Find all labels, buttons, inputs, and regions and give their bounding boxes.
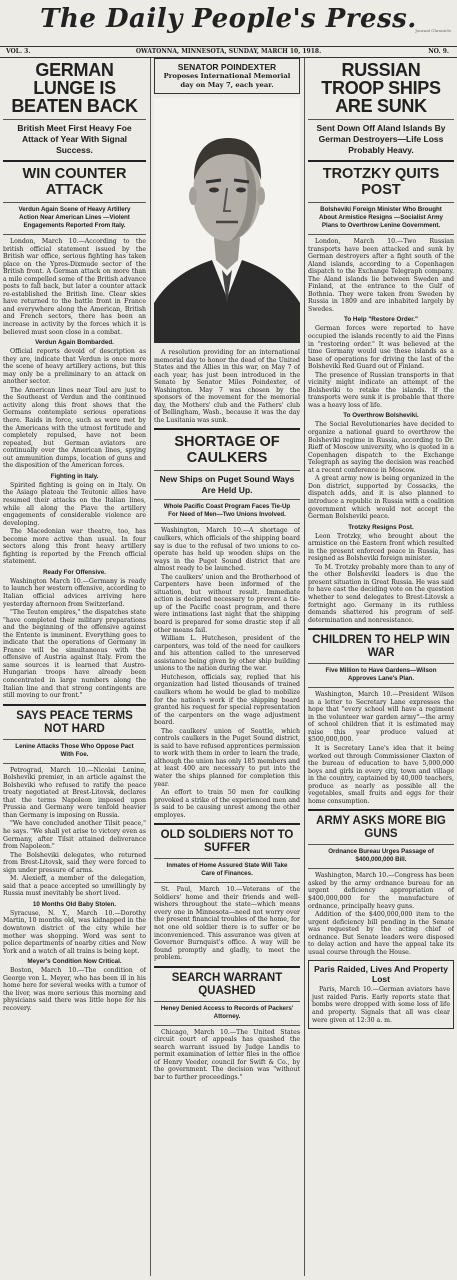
- headline-caulkers: SHORTAGE OF CAULKERS: [174, 434, 280, 467]
- paris-raid-box: [308, 960, 454, 1029]
- date-place: OWATONNA, MINNESOTA, SUNDAY, MARCH 10, 1918.: [135, 48, 322, 55]
- subheading: Meyer's Condition Now Critical.: [27, 958, 122, 966]
- article-paragraph: Washington, March 10.—President Wilson in a letter to Secretary Lane expresses the hope that "every school will have a regiment in the volunteer war garden army"—the army of school children that it is estimated may raise this year produce valued at $500,000,000.: [308, 691, 454, 744]
- article-paragraph: Spirited fighting is going on in Italy. On the Asiago plateau the Teutonic allies have resumed their attacks on the Italian lines, while all along the Piave the artillery engagements of considerable violence are developing.: [3, 481, 146, 527]
- column-3: [308, 58, 454, 1276]
- column-rule: [304, 58, 305, 1276]
- deck: Whole Pacific Coast Program Faces Tie-Up For Need of Men—Two Unions Involved.: [163, 503, 291, 519]
- article-paragraph: Leon Trotzky, who brought about the armistice on the Eastern front which resulted in the present enforced peace in Russia, has resigned as Bolsheviki foreign minister.: [308, 532, 454, 563]
- deck: Verdun Again Scene of Heavy Artillery Action Near American Lines —Violent Engagements Reported From Italy.: [18, 206, 131, 229]
- headline-old-soldiers: OLD SOLDIERS NOT TO SUFFER: [160, 829, 294, 855]
- issue-number: NO. 9.: [428, 48, 449, 55]
- article-paragraph: A resolution providing for an international memorial day to honor the dead of the United States and the Allies in this war, on May 7 of each year, has just been introduced in the Senate by Senator Miles Poindexter, of Washington. May 7 was chosen by the sponsors of the movement for the memorial day, the Mothers' club and the Fathers' club of Bellingham, Wash., because it was the day the Lusitania was sunk.: [154, 349, 300, 424]
- article-paragraph: It is Secretary Lane's idea that it being worked out through Commissioner Claxton of the bureau of education to have 5,000,000 boys and girls in every city, town and village in the country, captained by 40,000 teachers, produce as nearly as possible all the vegetables, small fruits and eggs for their home consumption.: [308, 744, 454, 805]
- article-paragraph: The caulkers' union of Seattle, which controls caulkers in the Puget Sound district, is said to have refused apprentices permission to work with them in order to learn the trade, although the union has only 185 members and at least 400 are necessary to put into the water the ships planned for completion this year.: [154, 727, 300, 788]
- deck: Ordnance Bureau Urges Passage of $400,000,000 Bill.: [328, 848, 434, 864]
- subheading: To Overthrow Bolsheviki.: [343, 412, 419, 420]
- headline-trotzky: TROTZKY QUITS POST: [322, 166, 440, 198]
- senator-box: [154, 58, 300, 94]
- article-paragraph: "We have concluded another Tilsit peace," he says. "We shall yet arise to victory even as Germany, after Tilsit attained deliverance from Napoleon.": [3, 820, 146, 851]
- article-paragraph: An effort to train 50 men for caulking provoked a strike of the experienced men and is said to be causing unrest among the other employes.: [154, 789, 300, 819]
- article-paragraph: The Bolsheviki delegates, who returned from Brest-Litovsk, said they were forced to sign under pressure of arms.: [3, 851, 146, 874]
- headline-children-war: CHILDREN TO HELP WIN WAR: [312, 634, 450, 660]
- column-1: [3, 58, 146, 1276]
- subheading: 10 Months Old Baby Stolen.: [32, 900, 117, 908]
- article-paragraph: St. Paul, March 10.—Veterans of the Soldiers' home and their friends and well-wishers throughout the state—which means every one in Minnesota—need not worry over the present financial troubles of the home, for not one old soldier there is to suffer or be inconvenienced. This assurance was given at Governor Burnquist's office. A way will be found promptly and gladly, to meet the problem.: [154, 886, 300, 962]
- headline-counter-attack: WIN COUNTER ATTACK: [22, 166, 127, 198]
- headline-peace-terms: SAYS PEACE TERMS NOT HARD: [16, 709, 133, 735]
- article-paragraph: German forces were reported to have occupied the islands recently to aid the Finns in "restoring order." It was believed at the time Germany would use these islands as a base of operations for driving the last of the Bolsheviki Red Guard out of Finland.: [308, 325, 454, 371]
- article-paragraph: The caulkers' union and the Brotherhood of Carpenters have been informed of the situation, but without result. Immediate action is declared necessary to prevent a tie-up of the Pacific coast program, and there were intimations last night that the shipping board is prepared for some drastic step if all other means fail.: [154, 573, 300, 634]
- box-heading: SENATOR POINDEXTER: [177, 62, 277, 72]
- article-paragraph: London, March 10.—According to the british official statement issued by the British war office, serious fighting has taken place on the Ypres-Dixmude sector of the British front. A German attack on more than a mile compelled some of the British advance posts to fall back, but later a counter attack re-established the British line. Clear skies have returned to the battle front in France and everywhere along the American, British and French sectors, there has been an increase in activity by the forces which it is believed must soon close in a combat.: [3, 238, 146, 336]
- headline-russian-troop-ships: RUSSIAN TROOP SHIPS ARE SUNK: [321, 60, 441, 116]
- article-paragraph: Washington March 10.—Germany is ready to launch her western offensive, according to Italian official advices arriving here yesterday afternoon from Switzerland.: [3, 577, 146, 608]
- deck: Sent Down Off Aland Islands By German Destroyers—Life Loss Probably Heavy.: [316, 123, 446, 155]
- dateline: [0, 46, 457, 58]
- senator-portrait: [154, 98, 300, 343]
- volume-label: VOL. 3.: [6, 48, 31, 55]
- subheading: Fighting in Italy.: [50, 472, 99, 480]
- masthead-small-label: Journal Chronicle: [415, 28, 451, 33]
- article-paragraph: Addition of the $400,000,000 item to the urgent deficiency bill pending in the Senate was requested by the acting chief of ordnance. But Senate leaders were disposed to delay action and have the appeal take its usual course through the House.: [308, 911, 454, 956]
- article-paragraph: M. Alexieff, a member of the delegation, said that a peace accepted so unwillingly by Russia must inevitably be short lived.: [3, 875, 146, 898]
- subheading: To Help "Restore Order.": [343, 316, 419, 324]
- article-paragraph: "The Teuton empires," the dispatches state "have completed their military preparations and the beginning of the offensive against the Entente is imminent. Everything goes to indicate that the operations of Germany in France will be simultaneous with the offensive of Austria against Italy. From the same sources it is learned that Austro-Hungarian troops have already been concentrated in large numbers along the Italian line and that strong contingents are still moving to our front.": [3, 609, 146, 700]
- headline-big-guns: ARMY ASKS MORE BIG GUNS: [316, 815, 446, 841]
- subheading: Ready For Offensive.: [43, 568, 106, 576]
- portrait-drawing: [154, 98, 300, 343]
- box-heading: Paris Raided, Lives And Property Lost: [314, 964, 448, 985]
- article-paragraph: William L. Hutcheson, president of the carpenters, was told of the need for caulkers and his attention called to the unreserved assistance being given by other ship building unions to the nation during the war.: [154, 635, 300, 673]
- article-paragraph: Syracuse, N. Y., March 10.—Dorothy Martin, 10 months old, was kidnapped in the downtown district of the city while her mother was shopping. Word was sent to police departments of nearby cities and New York and a watch of all trains is being kept.: [3, 909, 146, 955]
- article-paragraph: The presence of Russian transports in that vicinity might indicate an attempt of the Bolsheviki to retake the islands. If the transports were sunk it is probable that there was a heavy loss of life.: [308, 371, 454, 409]
- article-paragraph: Official reports devoid of description as they are, indicate that Verdun is once more the scene of heavy artillery actions, but this may only be a preliminary to an attack on another sector.: [3, 348, 146, 386]
- subheading: Verdun Again Bombarded.: [35, 339, 114, 347]
- deck: Five Million to Have Gardens—Wilson Approves Lane's Plan.: [325, 667, 437, 683]
- deck: Lenine Attacks Those Who Oppose Pact With Foe.: [15, 742, 134, 758]
- article-paragraph: Boston, March 10.—The condition of George von L. Meyer, who has been ill in his home here for several weeks with a tumor of the liver, was more serious this morning and physicians said there was little hope for his recovery.: [3, 967, 146, 1012]
- article-paragraph: A great army now is being organized in the Don district, supported by Cossacks, the dispatch adds, and it is also planned to introduce a republic in Russia with a coalition government which would not accept the German Bolsheviki peace.: [308, 475, 454, 521]
- deck: British Meet First Heavy Foe Attack of Year With Signal Success.: [17, 123, 132, 155]
- subheading: Trotzky Resigns Post.: [348, 523, 414, 531]
- article-paragraph: The Macedonian war theatre, too, has become more active than usual. In four sectors along this front heavy artillery fighting is reported by the French official statement.: [3, 528, 146, 566]
- article-paragraph: Hutcheson, officials say, replied that his organization had listed thousands of trained caulkers whom he would be glad to mobilize for the nation's work if the shipping board granted his request for special representation of the carpenters on the wage adjustment board.: [154, 673, 300, 727]
- deck: New Ships on Puget Sound Ways Are Held Up.: [159, 474, 295, 496]
- headline-german-lunge: GERMAN LUNGE IS BEATEN BACK: [11, 60, 138, 116]
- article-paragraph: Chicago, March 10.—The United States circuit court of appeals has quashed the search warrant issued by Judge Landis to permit examination of letter files in the office of Henry Veeder, council for Swift & Co., by the government. The decision was "without bar to further proceedings.": [154, 1028, 300, 1081]
- column-rule: [150, 58, 151, 1276]
- article-paragraph: The American lines near Toul are just to the Southeast of Verdun and the continued activity along this front shows that the Germans contemplate serious operations there. Raids in force, such as were met by the Americans with the utmost fortitude and completely repulsed, have not been repeated, but German aviators are continually over the American lines, spying out ammunition dumps, location of guns and the disposition of the American forces.: [3, 386, 146, 470]
- article-paragraph: To M. Trotzky probably more than to any of the other Bolsheviki leaders is due the present situation in Great Russia. He was said to have cast the deciding vote on the question whether to send delegates to Brest-Litovsk a fortnight ago. Germany in its ruthless demands shattered his program of self-determination and nonresistance.: [308, 563, 454, 624]
- column-2: [154, 58, 300, 1276]
- deck: Inmates of Home Assured State Will Take Care of Finances.: [166, 862, 288, 878]
- masthead: [0, 0, 457, 46]
- article-paragraph: Washington, March 10.—A shortage of caulkers, which officials of the shipping board say is due to the refusal of two unions to co-operate has held up wooden ships on the ways in the Puget Sound district that are almost ready to be launched.: [154, 527, 300, 573]
- article-paragraph: London, March 10.—Two Russian transports have been attacked and sunk by German destroyers after a fight south of the Aland islands, according to a Copenhagen dispatch to the Exchange Telegraph company. The Aland islands lie between Sweden and Finland, at the entrance to the Gulf of Bothnia. They were taken from Sweden by Russia in 1809 and are inhabited largely by Swedes.: [308, 238, 454, 313]
- article-paragraph: Paris, March 10.—German aviators have just raided Paris. Early reports state that bombs were dropped with some loss of life and property. Signals that all was clear were given at 12:30 a. m.: [312, 986, 450, 1024]
- box-subheading: Proposes International Memorial day on May 7, each year.: [163, 72, 291, 89]
- article-paragraph: Washington, March 10.—Congress has been asked by the army ordnance bureau for an urgent deficiency appropriation of $400,000,000 for the manufacture of ordnance, principally heavy guns.: [308, 872, 454, 910]
- deck: Heney Denied Access to Records of Packers' Attorney.: [160, 1004, 294, 1020]
- headline-search-warrant: SEARCH WARRANT QUASHED: [171, 971, 283, 997]
- newspaper-title: The Daily People's Press.: [40, 4, 417, 34]
- deck: Bolsheviki Foreign Minister Who Brought About Armistice Resigns —Socialist Army Plans to Overthrow Lenine Government.: [318, 206, 443, 229]
- article-paragraph: The Social Revolutionaries have decided to organize a national guard to overthrow the Bolsheviki regime in Russia, according to Dr. Rieff of Moscow university, who is quoted in a Copenhagen dispatch to the Exchange Telegraph as saying the decision was reached at a recent conference in Moscow.: [308, 421, 454, 474]
- article-paragraph: Petrograd, March 10.—Nicolai Lenine, Bolsheviki premier, in an article against the Bolsheviki who refused to ratify the peace treaty negotiated at Brest-Litovsk, declares that the terms Napoleon imposed upon Prussia and Germany were tenfold heavier than Germany is imposing on Russia.: [3, 766, 146, 819]
